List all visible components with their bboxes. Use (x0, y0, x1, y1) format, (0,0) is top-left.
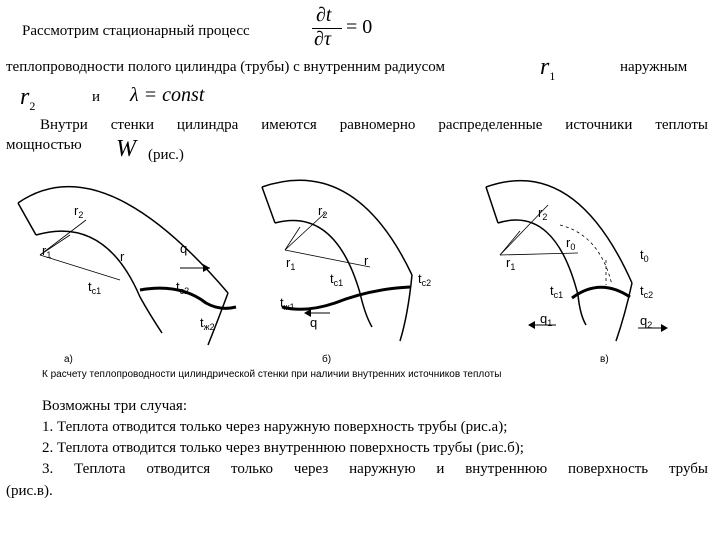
panel-c-r2-label: $r_2$ (538, 205, 548, 222)
r2-letter: r (20, 84, 30, 110)
sources-line2-end: (рис.) (148, 147, 184, 163)
panel-a-r2-label: $r_2$ (74, 203, 84, 220)
equation-rhs: = 0 (346, 16, 373, 38)
panel-c-tc2-label: $t_{c2}$ (640, 283, 654, 300)
panel-b-r2-line (285, 213, 325, 250)
r2-symbol (20, 84, 35, 114)
intro-and: и (92, 89, 101, 105)
panel-a-r1-label: $r_1$ (42, 243, 52, 260)
panel-a-tzh2-label: $t_{ж2}$ (200, 315, 215, 332)
case-item-2: 2. Теплота отводится только через внутреннюю поверхность трубы (рис.б); (42, 440, 524, 456)
panel-a-tc2-label: $t_{c2}$ (176, 279, 190, 296)
panel-c-q2-label: $q_2$ (640, 313, 653, 330)
sources-line1: Внутри стенки цилиндра имеются равномерно распределенные источники теплоты (40, 117, 708, 133)
panel-b-tc2-label: $t_{c2}$ (418, 271, 432, 288)
r2-subscript: 2 (29, 98, 36, 113)
panel-b-caption: б) (322, 354, 332, 365)
panel-a-outer-lower (208, 293, 228, 345)
panel-c-wall-left (486, 187, 498, 223)
case-item-1: 1. Теплота отводится только через наружную поверхность трубы (рис.а); (42, 419, 508, 435)
panel-b-temperature-curve (282, 287, 410, 309)
panel-c-r1-label: $r_1$ (506, 255, 516, 272)
panel-b (262, 180, 431, 341)
intro-line2-end: наружным (620, 59, 688, 75)
panel-b-outer-lower (400, 275, 412, 341)
stationary-equation (312, 4, 382, 54)
panel-c-tc1-label: $t_{c1}$ (550, 283, 564, 300)
panel-c-t0-label: $t_0$ (640, 247, 649, 264)
panel-a-caption: а) (64, 354, 73, 365)
r1-letter: r (540, 54, 550, 80)
panel-c-q1-label: $q_1$ (540, 311, 553, 328)
panel-a-tc1-label: $t_{c1}$ (88, 279, 102, 296)
panel-b-q-label: q (310, 315, 318, 330)
panel-c-r1-line (500, 231, 520, 255)
panel-a-outer-arc (18, 187, 228, 293)
panel-b-tzh1-label: $t_{ж1}$ (280, 295, 295, 312)
intro-line1: Рассмотрим стационарный процесс (22, 23, 250, 39)
panel-c-temperature-curve (572, 287, 630, 298)
panel-c-r0-label: $r_0$ (566, 235, 576, 252)
lambda-const: λ = const (130, 84, 205, 106)
panel-a (18, 187, 236, 345)
W-symbol: W (116, 136, 136, 162)
panel-c-inner-lower (578, 295, 586, 325)
sources-line2: мощностью (6, 137, 82, 153)
intro-line2: теплопроводности полого цилиндра (трубы) с внутренним радиусом (6, 59, 446, 75)
panel-c (486, 181, 668, 341)
panel-b-tc1-label: $t_{c1}$ (330, 271, 344, 288)
panel-b-r-label: r (364, 253, 369, 268)
figure-caption: К расчету теплопроводности цилиндрической стенки при наличии внутренних источников теплоты (42, 369, 502, 380)
panel-a-q-label: q (180, 241, 188, 256)
equation-denominator: ∂τ (314, 28, 332, 50)
panel-a-r-label: r (120, 249, 125, 264)
panel-a-wall-bottom-left (18, 203, 36, 235)
r1-symbol (540, 54, 555, 84)
panel-b-inner-lower (360, 293, 372, 327)
panel-c-caption: в) (600, 354, 609, 365)
panel-b-r2-label: $r_2$ (318, 203, 328, 220)
panel-a-r-line (40, 255, 120, 280)
panel-c-q2-arrowhead (661, 324, 668, 332)
cases-list (42, 396, 708, 480)
panel-b-wall-left (262, 187, 275, 223)
panel-a-inner-lower (140, 297, 162, 333)
panel-b-r1-label: $r_1$ (286, 255, 296, 272)
equation-numerator: ∂t (316, 4, 332, 26)
r1-subscript: 1 (549, 68, 556, 83)
panel-b-r-line (285, 250, 370, 267)
case-item-3-continuation: (рис.в). (6, 483, 53, 499)
cylinder-figure (0, 165, 720, 365)
panel-c-q1-arrowhead (528, 321, 535, 329)
panel-c-r0-line (500, 253, 578, 255)
case-item-3: 3. Теплота отводится только через наружную и внутреннюю поверхность трубы (42, 461, 708, 477)
cases-heading: Возможны три случая: (42, 398, 187, 414)
